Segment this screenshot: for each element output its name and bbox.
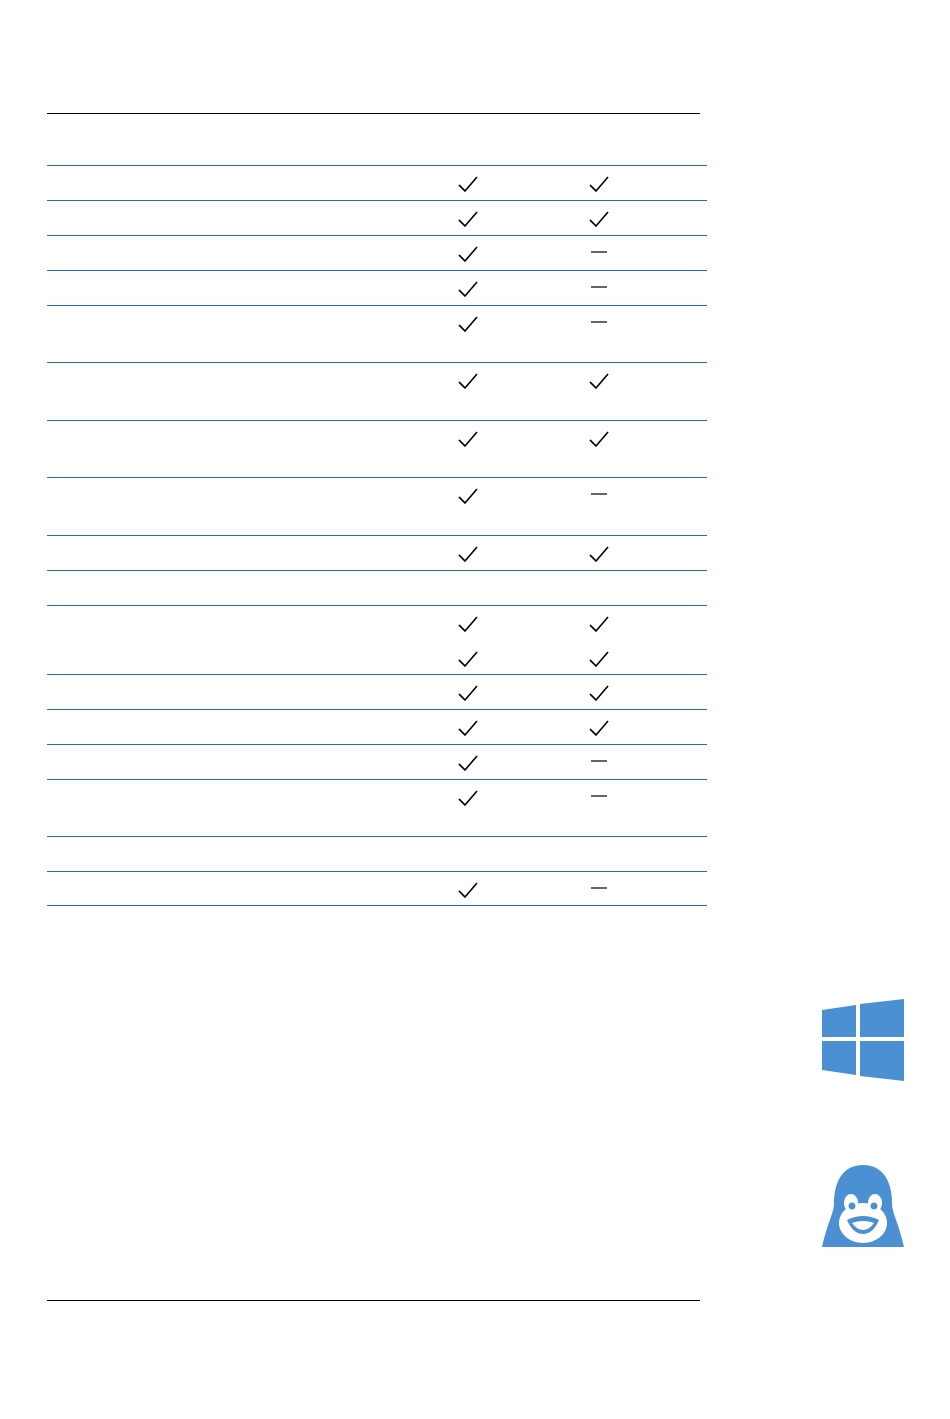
check-icon bbox=[458, 649, 478, 669]
table-row bbox=[47, 605, 707, 674]
support-cell-column-1 bbox=[458, 429, 478, 449]
support-cell-column-1 bbox=[458, 314, 478, 334]
check-icon bbox=[589, 683, 609, 703]
table-row bbox=[47, 709, 707, 744]
table-row bbox=[47, 570, 707, 605]
check-icon bbox=[589, 544, 609, 564]
table-row bbox=[47, 779, 707, 836]
table-row bbox=[47, 744, 707, 779]
support-cell-column-2 bbox=[589, 371, 609, 391]
check-icon bbox=[589, 649, 609, 669]
linux-penguin-icon bbox=[820, 1163, 906, 1249]
table-row bbox=[47, 165, 707, 200]
header-top-rule bbox=[47, 113, 700, 114]
check-icon bbox=[458, 788, 478, 808]
check-icon bbox=[458, 314, 478, 334]
table-row bbox=[47, 305, 707, 362]
support-cell-column-2 bbox=[589, 314, 609, 334]
table-row bbox=[47, 836, 707, 871]
support-cell-column-1 bbox=[458, 718, 478, 738]
support-cell-column-2 bbox=[589, 486, 609, 506]
support-cell-column-2 bbox=[589, 614, 609, 634]
dash-icon bbox=[589, 314, 609, 334]
table-row bbox=[47, 362, 707, 420]
support-cell-column-2 bbox=[589, 649, 609, 669]
support-cell-column-2 bbox=[589, 718, 609, 738]
check-icon bbox=[458, 718, 478, 738]
support-cell-column-2 bbox=[589, 788, 609, 808]
check-icon bbox=[589, 429, 609, 449]
table-row bbox=[47, 535, 707, 570]
check-icon bbox=[458, 279, 478, 299]
support-cell-column-1 bbox=[458, 544, 478, 564]
check-icon bbox=[458, 753, 478, 773]
dash-icon bbox=[589, 880, 609, 900]
check-icon bbox=[458, 614, 478, 634]
support-cell-column-2 bbox=[589, 683, 609, 703]
table-row bbox=[47, 200, 707, 235]
table-row bbox=[47, 270, 707, 305]
check-icon bbox=[589, 614, 609, 634]
check-icon bbox=[458, 174, 478, 194]
support-cell-column-2 bbox=[589, 209, 609, 229]
check-icon bbox=[458, 880, 478, 900]
support-cell-column-1 bbox=[458, 174, 478, 194]
support-cell-column-1 bbox=[458, 614, 478, 634]
dash-icon bbox=[589, 788, 609, 808]
support-cell-column-2 bbox=[589, 753, 609, 773]
check-icon bbox=[589, 209, 609, 229]
support-cell-column-1 bbox=[458, 753, 478, 773]
footer-bottom-rule bbox=[47, 1300, 700, 1301]
table-row bbox=[47, 674, 707, 709]
dash-icon bbox=[589, 486, 609, 506]
table-row bbox=[47, 871, 707, 906]
support-cell-column-2 bbox=[589, 279, 609, 299]
windows-logo-icon bbox=[822, 999, 904, 1081]
table-row bbox=[47, 420, 707, 477]
check-icon bbox=[458, 486, 478, 506]
check-icon bbox=[589, 718, 609, 738]
support-cell-column-1 bbox=[458, 649, 478, 669]
check-icon bbox=[458, 544, 478, 564]
dash-icon bbox=[589, 753, 609, 773]
support-cell-column-2 bbox=[589, 429, 609, 449]
support-cell-column-1 bbox=[458, 486, 478, 506]
check-icon bbox=[458, 244, 478, 264]
support-cell-column-1 bbox=[458, 880, 478, 900]
check-icon bbox=[458, 371, 478, 391]
support-cell-column-2 bbox=[589, 880, 609, 900]
dash-icon bbox=[589, 244, 609, 264]
table-row bbox=[47, 235, 707, 270]
support-cell-column-1 bbox=[458, 209, 478, 229]
support-cell-column-1 bbox=[458, 788, 478, 808]
dash-icon bbox=[589, 279, 609, 299]
support-cell-column-2 bbox=[589, 174, 609, 194]
support-cell-column-2 bbox=[589, 544, 609, 564]
support-cell-column-1 bbox=[458, 244, 478, 264]
check-icon bbox=[458, 683, 478, 703]
table-row bbox=[47, 477, 707, 535]
support-cell-column-1 bbox=[458, 279, 478, 299]
check-icon bbox=[589, 371, 609, 391]
check-icon bbox=[589, 174, 609, 194]
support-cell-column-1 bbox=[458, 683, 478, 703]
check-icon bbox=[458, 429, 478, 449]
feature-support-table bbox=[47, 165, 707, 906]
support-cell-column-1 bbox=[458, 371, 478, 391]
support-cell-column-2 bbox=[589, 244, 609, 264]
check-icon bbox=[458, 209, 478, 229]
